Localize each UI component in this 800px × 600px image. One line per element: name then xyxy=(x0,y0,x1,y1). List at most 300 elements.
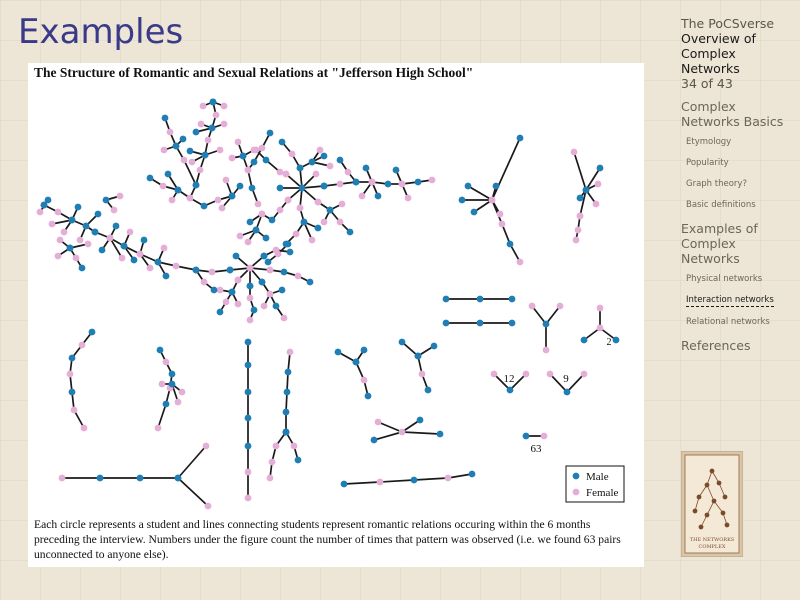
male-node xyxy=(245,389,252,396)
male-node xyxy=(321,183,328,190)
female-node xyxy=(119,255,126,262)
relation-edge xyxy=(344,482,380,484)
relation-edge xyxy=(448,474,472,478)
female-node xyxy=(197,167,204,174)
female-node xyxy=(337,181,344,188)
female-node xyxy=(281,315,288,322)
sidebar-subitem[interactable]: Relational networks xyxy=(686,317,770,327)
male-node xyxy=(363,165,370,172)
female-node xyxy=(317,147,324,154)
male-node xyxy=(583,187,590,194)
female-node xyxy=(179,389,186,396)
female-node xyxy=(200,103,207,110)
male-node xyxy=(299,185,306,192)
female-node xyxy=(201,279,208,286)
male-node xyxy=(361,347,368,354)
male-node xyxy=(245,339,252,346)
female-node xyxy=(111,207,118,214)
male-node xyxy=(443,320,450,327)
female-node xyxy=(375,419,382,426)
female-node xyxy=(309,237,316,244)
female-node xyxy=(181,157,188,164)
relation-edge xyxy=(567,374,584,392)
male-node xyxy=(69,355,76,362)
female-node xyxy=(313,171,320,178)
male-node xyxy=(103,197,110,204)
male-node xyxy=(162,115,169,122)
female-node xyxy=(255,201,262,208)
male-node xyxy=(613,337,620,344)
female-node xyxy=(221,121,228,128)
male-node xyxy=(577,195,584,202)
relation-edge xyxy=(380,480,414,482)
male-node xyxy=(263,235,270,242)
male-node xyxy=(353,179,360,186)
female-node xyxy=(575,227,582,234)
male-node xyxy=(477,320,484,327)
male-node xyxy=(155,259,162,266)
female-node xyxy=(277,169,284,176)
female-node xyxy=(285,197,292,204)
male-node xyxy=(163,401,170,408)
female-node xyxy=(155,425,162,432)
male-node xyxy=(295,457,302,464)
sidebar-subitem[interactable]: Basic definitions xyxy=(686,200,756,210)
female-node xyxy=(295,273,302,280)
male-node xyxy=(279,139,286,146)
male-node xyxy=(471,209,478,216)
male-node xyxy=(523,433,530,440)
relation-edge xyxy=(492,138,520,200)
female-node xyxy=(247,265,254,272)
female-node xyxy=(399,429,406,436)
female-node xyxy=(217,287,224,294)
female-node xyxy=(73,255,80,262)
relation-edge xyxy=(378,422,402,432)
male-node xyxy=(267,130,274,137)
female-node xyxy=(169,197,176,204)
svg-text:THE NETWORKS: THE NETWORKS xyxy=(689,537,735,543)
male-node xyxy=(95,211,102,218)
pattern-count-star: 2 xyxy=(606,337,612,348)
male-node xyxy=(201,203,208,210)
relation-edge xyxy=(532,306,546,324)
female-node xyxy=(377,479,384,486)
male-node xyxy=(169,381,176,388)
male-node xyxy=(425,387,432,394)
female-node xyxy=(491,371,498,378)
female-node xyxy=(147,265,154,272)
female-node xyxy=(529,303,536,310)
male-node xyxy=(229,289,236,296)
female-node xyxy=(163,359,170,366)
female-node xyxy=(577,213,584,220)
male-node xyxy=(180,136,187,143)
male-node xyxy=(245,362,252,369)
female-node xyxy=(405,195,412,202)
male-node xyxy=(121,243,128,250)
male-node xyxy=(261,253,268,260)
sidebar-subitem[interactable]: Interaction networks xyxy=(686,295,774,305)
male-node xyxy=(285,241,292,248)
sidebar-section xyxy=(681,221,796,330)
male-node xyxy=(507,387,514,394)
female-node xyxy=(261,303,268,310)
female-node xyxy=(235,277,242,284)
sidebar-header xyxy=(681,16,796,91)
male-node xyxy=(371,437,378,444)
female-node xyxy=(81,425,88,432)
female-node xyxy=(267,291,274,298)
female-node xyxy=(517,259,524,266)
female-node xyxy=(215,197,222,204)
male-node xyxy=(347,229,354,236)
female-node xyxy=(161,147,168,154)
female-node xyxy=(235,139,242,146)
female-node xyxy=(137,251,144,258)
male-node xyxy=(193,182,200,189)
male-node xyxy=(573,473,580,480)
female-node xyxy=(581,371,588,378)
sidebar-section-title[interactable]: Examples of Complex Networks xyxy=(681,221,758,266)
female-node xyxy=(489,197,496,204)
figure-caption: Each circle represents a student and lines connecting students represent romantic relations occuring within the 6 months preceding the interview. Numbers under the figure count the number of times that pattern was observed (i.e. we found 63 pairs unconnected to anyone else). xyxy=(34,518,621,561)
male-node xyxy=(337,157,344,164)
male-node xyxy=(301,219,308,226)
female-node xyxy=(499,221,506,228)
male-node xyxy=(165,171,172,178)
male-node xyxy=(217,309,224,316)
female-node xyxy=(167,129,174,136)
female-node xyxy=(189,159,196,166)
female-node xyxy=(557,303,564,310)
male-node xyxy=(69,389,76,396)
network-figure xyxy=(28,63,644,567)
female-node xyxy=(445,475,452,482)
male-node xyxy=(169,371,176,378)
male-node xyxy=(175,187,182,194)
female-node xyxy=(237,233,244,240)
female-node xyxy=(235,301,242,308)
female-node xyxy=(37,209,44,216)
female-node xyxy=(593,201,600,208)
male-node xyxy=(251,307,258,314)
female-node xyxy=(253,147,260,154)
male-node xyxy=(259,279,266,286)
male-node xyxy=(163,273,170,280)
female-node xyxy=(571,149,578,156)
female-node xyxy=(187,195,194,202)
female-node xyxy=(203,443,210,450)
male-node xyxy=(581,337,588,344)
male-node xyxy=(113,223,120,230)
male-node xyxy=(247,283,254,290)
relation-edge xyxy=(468,186,492,200)
male-node xyxy=(251,159,258,166)
sidebar-section-title[interactable]: References xyxy=(681,338,751,353)
female-node xyxy=(399,181,406,188)
female-node xyxy=(245,495,252,502)
female-node xyxy=(339,201,346,208)
male-node xyxy=(315,225,322,232)
female-node xyxy=(79,342,86,349)
female-node xyxy=(229,155,236,162)
relation-edge xyxy=(546,306,560,324)
male-node xyxy=(265,259,272,266)
page-counter: 34 of 43 xyxy=(681,76,733,91)
male-node xyxy=(157,347,164,354)
male-node xyxy=(283,409,290,416)
male-node xyxy=(202,152,209,159)
male-node xyxy=(309,159,316,166)
male-node xyxy=(365,393,372,400)
male-node xyxy=(69,217,76,224)
pattern-count-pair: 63 xyxy=(530,443,542,455)
network-diagram xyxy=(34,81,638,513)
male-node xyxy=(147,175,154,182)
male-node xyxy=(173,143,180,150)
female-node xyxy=(573,237,580,244)
female-node xyxy=(291,443,298,450)
female-node xyxy=(55,253,62,260)
female-node xyxy=(217,147,224,154)
female-node xyxy=(247,295,254,302)
male-node xyxy=(411,477,418,484)
female-node xyxy=(541,433,548,440)
male-node xyxy=(284,389,291,396)
male-node xyxy=(597,165,604,172)
relation-edge xyxy=(402,432,440,434)
female-node xyxy=(59,475,66,482)
female-node xyxy=(429,177,436,184)
male-node xyxy=(137,475,144,482)
sidebar-section-title[interactable]: Complex Networks Basics xyxy=(681,99,784,129)
female-node xyxy=(267,267,274,274)
female-node xyxy=(361,377,368,384)
male-node xyxy=(273,303,280,310)
female-node xyxy=(161,245,168,252)
sidebar-section xyxy=(681,338,796,353)
male-node xyxy=(459,197,466,204)
female-node xyxy=(117,193,124,200)
female-node xyxy=(321,219,328,226)
female-node xyxy=(283,171,290,178)
male-node xyxy=(83,223,90,230)
relation-edge xyxy=(574,152,586,190)
male-node xyxy=(193,129,200,136)
female-node xyxy=(61,229,68,236)
male-node xyxy=(431,343,438,350)
female-node xyxy=(209,269,216,276)
male-node xyxy=(283,429,290,436)
male-node xyxy=(443,296,450,303)
male-node xyxy=(253,227,260,234)
male-node xyxy=(465,183,472,190)
female-node xyxy=(419,371,426,378)
female-node xyxy=(223,299,230,306)
female-node xyxy=(523,371,530,378)
female-node xyxy=(597,325,604,332)
pattern-count-y: 9 xyxy=(563,373,569,385)
networks-complex-logo xyxy=(681,451,743,557)
male-node xyxy=(399,339,406,346)
female-node xyxy=(221,103,228,110)
male-node xyxy=(240,153,247,160)
female-node xyxy=(273,247,280,254)
female-node xyxy=(67,371,74,378)
legend-male-label: Male xyxy=(586,471,609,483)
female-node xyxy=(71,407,78,414)
male-node xyxy=(307,279,314,286)
female-node xyxy=(547,371,554,378)
female-node xyxy=(160,183,167,190)
male-node xyxy=(509,320,516,327)
female-node xyxy=(315,199,322,206)
sidebar-subitem[interactable]: Etymology xyxy=(686,137,732,147)
female-node xyxy=(359,193,366,200)
pattern-count-triad: 12 xyxy=(503,373,515,385)
female-node xyxy=(219,205,226,212)
female-node xyxy=(597,305,604,312)
relation-edge xyxy=(158,404,166,428)
female-node xyxy=(205,137,212,144)
male-node xyxy=(75,204,82,211)
female-node xyxy=(543,347,550,354)
female-node xyxy=(293,231,300,238)
male-node xyxy=(237,183,244,190)
male-node xyxy=(187,148,194,155)
female-node xyxy=(213,112,220,119)
male-node xyxy=(385,181,392,188)
male-node xyxy=(375,193,382,200)
male-node xyxy=(233,253,240,260)
female-node xyxy=(345,169,352,176)
relation-edge xyxy=(178,446,206,478)
female-node xyxy=(573,489,580,496)
sidebar-section xyxy=(681,99,796,213)
female-node xyxy=(49,221,56,228)
female-node xyxy=(175,399,182,406)
male-node xyxy=(415,353,422,360)
female-node xyxy=(259,211,266,218)
male-node xyxy=(327,207,334,214)
female-node xyxy=(337,219,344,226)
male-node xyxy=(517,135,524,142)
male-node xyxy=(269,217,276,224)
male-node xyxy=(245,443,252,450)
male-node xyxy=(131,257,138,264)
female-node xyxy=(277,207,284,214)
female-node xyxy=(173,263,180,270)
sidebar-subitem[interactable]: Graph theory? xyxy=(686,179,747,189)
female-node xyxy=(127,229,134,236)
male-node xyxy=(281,269,288,276)
male-node xyxy=(417,417,424,424)
relation-edge xyxy=(178,478,208,506)
female-node xyxy=(595,181,602,188)
female-node xyxy=(269,459,276,466)
male-node xyxy=(193,267,200,274)
male-node xyxy=(287,249,294,256)
male-node xyxy=(209,125,216,132)
female-node xyxy=(297,205,304,212)
male-node xyxy=(469,471,476,478)
legend-female-label: Female xyxy=(586,487,619,499)
male-node xyxy=(97,475,104,482)
male-node xyxy=(493,183,500,190)
female-node xyxy=(497,211,504,218)
male-node xyxy=(297,165,304,172)
male-node xyxy=(415,179,422,186)
male-node xyxy=(79,265,86,272)
male-node xyxy=(507,241,514,248)
male-node xyxy=(41,202,48,209)
female-node xyxy=(57,237,64,244)
male-node xyxy=(227,267,234,274)
male-node xyxy=(92,229,99,236)
female-node xyxy=(369,179,376,186)
slide-title: Examples xyxy=(18,12,184,52)
female-node xyxy=(77,237,84,244)
female-node xyxy=(107,235,114,242)
lecture-name[interactable]: Overview of Complex Networks xyxy=(681,31,756,76)
male-node xyxy=(263,157,270,164)
female-node xyxy=(159,381,166,388)
male-node xyxy=(229,193,236,200)
figure-title: The Structure of Romantic and Sexual Relations at "Jefferson High School" xyxy=(34,65,474,80)
male-node xyxy=(564,389,571,396)
male-node xyxy=(543,321,550,328)
sidebar-subitem[interactable]: Popularity xyxy=(686,158,729,168)
male-node xyxy=(89,329,96,336)
sidebar-nav xyxy=(681,16,796,361)
male-node xyxy=(285,369,292,376)
male-node xyxy=(249,185,256,192)
female-node xyxy=(85,241,92,248)
female-node xyxy=(245,239,252,246)
sidebar-subitem[interactable]: Physical networks xyxy=(686,274,763,284)
male-node xyxy=(477,296,484,303)
relation-edge xyxy=(374,432,402,440)
male-node xyxy=(175,475,182,482)
female-node xyxy=(287,349,294,356)
male-node xyxy=(247,219,254,226)
female-node xyxy=(289,151,296,158)
male-node xyxy=(321,153,328,160)
relation-edge xyxy=(414,478,448,480)
male-node xyxy=(245,415,252,422)
female-node xyxy=(247,317,254,324)
female-node xyxy=(273,443,280,450)
female-node xyxy=(223,177,230,184)
female-node xyxy=(267,475,274,482)
female-node xyxy=(205,503,212,510)
male-node xyxy=(353,359,360,366)
male-node xyxy=(99,247,106,254)
female-node xyxy=(259,145,266,152)
female-node xyxy=(327,163,334,170)
female-node xyxy=(55,209,62,216)
course-name[interactable]: The PoCSverse xyxy=(681,16,775,31)
female-node xyxy=(245,469,252,476)
male-node xyxy=(279,287,286,294)
male-node xyxy=(335,349,342,356)
male-node xyxy=(141,237,148,244)
male-node xyxy=(210,99,217,106)
male-node xyxy=(393,167,400,174)
male-node xyxy=(509,296,516,303)
male-node xyxy=(67,245,74,252)
